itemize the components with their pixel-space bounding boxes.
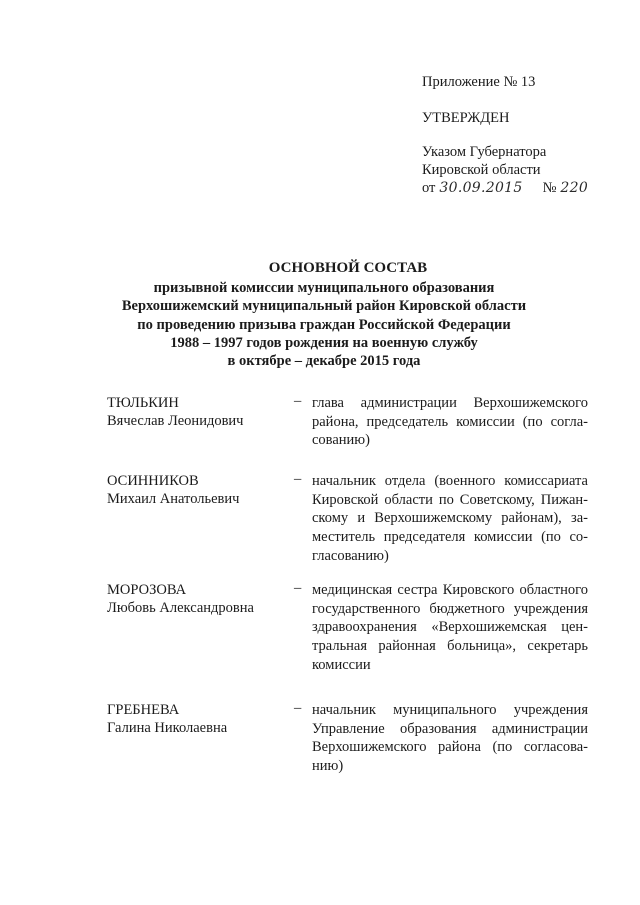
member-surname: ГРЕБНЕВА	[107, 702, 180, 718]
member-given-names: Галина Николаевна	[107, 720, 228, 736]
member-role	[312, 472, 588, 566]
member-name	[107, 472, 239, 508]
number-prefix: №	[542, 180, 557, 196]
role-line: Управление образования администрации	[312, 720, 588, 737]
member-dash: –	[294, 700, 302, 716]
role-line: тральная районная больница», секретарь	[312, 638, 588, 655]
subtitle-line: 1988 – 1997 годов рождения на военную службу	[170, 334, 478, 351]
handwritten-number: 220	[560, 180, 589, 196]
role-line: района, председатель комиссии (по согла-	[312, 413, 588, 430]
role-line: начальник муниципального учреждения	[312, 702, 588, 718]
role-line: медицинская сестра Кировского областного	[312, 582, 588, 598]
member-surname: МОРОЗОВА	[107, 582, 187, 598]
member-name	[107, 394, 243, 430]
subtitle-line: призывной комиссии муниципального образования	[153, 280, 495, 296]
role-line: гласованию)	[312, 547, 389, 564]
role-line: здравоохранения «Верхошижемская цен-	[312, 619, 588, 636]
subtitle-line: Верхошижемский муниципальный район Кировской области	[121, 298, 527, 315]
decree-line-2: Кировской области	[422, 162, 541, 178]
handwritten-date: 30.09.2015	[439, 180, 523, 196]
document-subtitle	[0, 279, 640, 370]
member-name	[107, 581, 254, 617]
role-line: государственного бюджетного учреждения	[312, 600, 588, 617]
role-line: скому и Верхошижемскому районам), за-	[312, 510, 588, 527]
role-line: меститель председателя комиссии (по со-	[312, 529, 588, 546]
role-line: глава администрации Верхошижемского	[312, 395, 588, 411]
member-dash: –	[294, 393, 302, 409]
annex-number: Приложение № 13	[422, 74, 536, 90]
member-role	[312, 701, 588, 776]
member-surname: ОСИННИКОВ	[107, 473, 199, 489]
role-line: нию)	[312, 758, 344, 775]
decree-date-line	[422, 179, 588, 197]
date-prefix: от	[422, 180, 436, 196]
role-line: сованию)	[312, 432, 370, 449]
role-line: начальник отдела (военного комиссариата	[312, 473, 588, 489]
role-line: Кировской области по Советскому, Пижан-	[312, 491, 588, 508]
member-name	[107, 701, 227, 737]
member-dash: –	[294, 580, 302, 596]
role-line: комиссии	[312, 656, 371, 673]
role-line: Верхошижемского района (по согласова-	[312, 739, 588, 756]
member-given-names: Любовь Александровна	[107, 600, 254, 616]
member-given-names: Вячеслав Леонидович	[107, 413, 244, 429]
document-title: ОСНОВНОЙ СОСТАВ	[268, 260, 428, 276]
subtitle-line: в октябре – декабре 2015 года	[227, 353, 421, 370]
approved-label: УТВЕРЖДЕН	[422, 110, 510, 126]
member-surname: ТЮЛЬКИН	[107, 395, 179, 411]
member-given-names: Михаил Анатольевич	[107, 491, 240, 507]
member-role	[312, 394, 588, 450]
member-role	[312, 581, 588, 675]
member-dash: –	[294, 471, 302, 487]
subtitle-line: по проведению призыва граждан Российской Федерации	[137, 316, 511, 333]
decree-line-1: Указом Губернатора	[422, 144, 547, 160]
